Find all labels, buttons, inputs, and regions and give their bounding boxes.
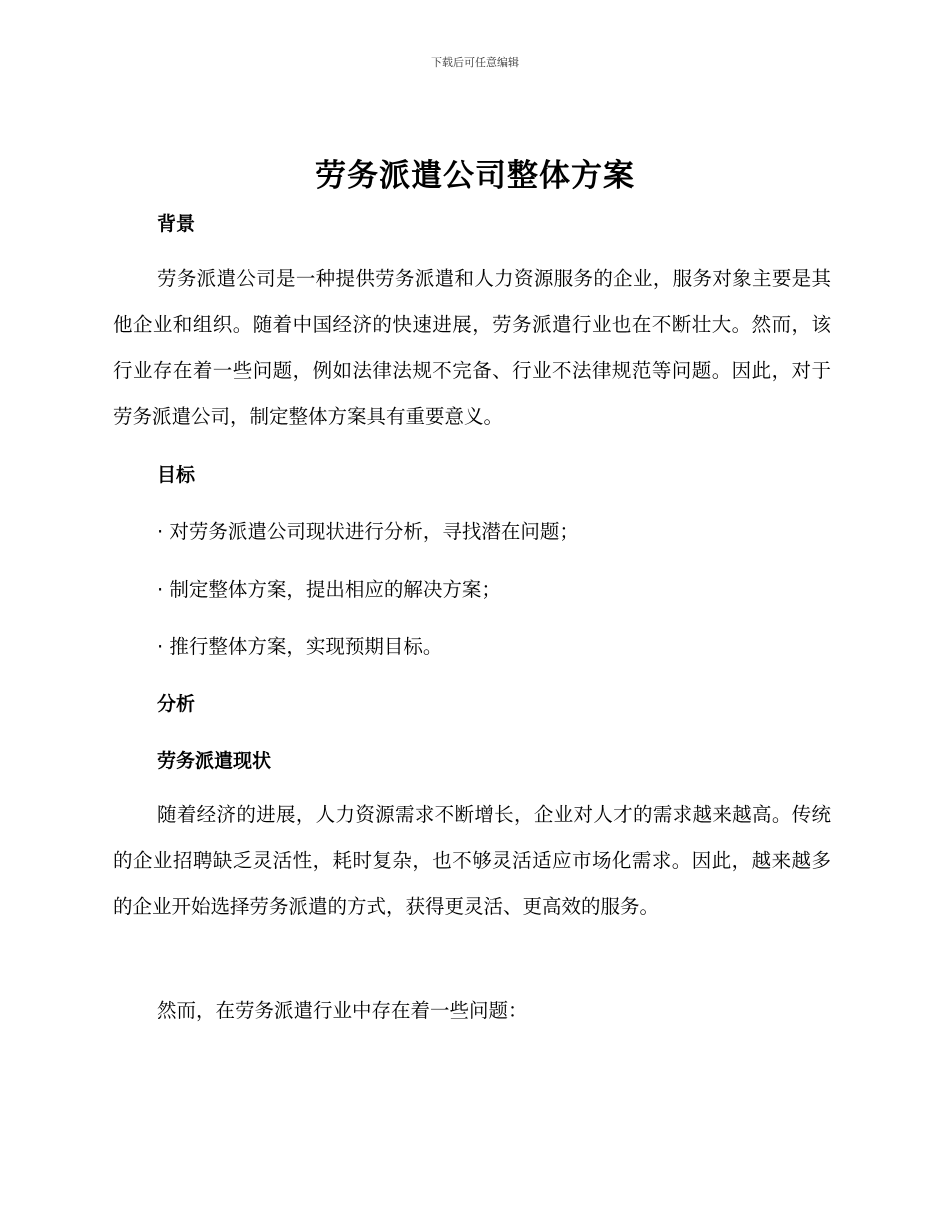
section-heading-goals: 目标	[157, 464, 196, 486]
document-title: 劳务派遣公司整体方案	[315, 158, 635, 194]
subheading-current-status: 劳务派遣现状	[157, 750, 272, 772]
closing-line: 然而，在劳务派遣行业中存在着一些问题：	[157, 999, 528, 1022]
header-note: 下载后可任意编辑	[431, 56, 519, 69]
goal-item: · 对劳务派遣公司现状进行分析，寻找潜在问题；	[157, 520, 579, 543]
section-heading-analysis: 分析	[157, 693, 196, 715]
background-paragraph: 劳务派遣公司是一种提供劳务派遣和人力资源服务的企业，服务对象主要是其他企业和组织。随着中国经济的快速进展，劳务派遣行业也在不断壮大。然而，该行业存在着一些问题，例如法律法规不完备、行业不法律规范等问题。因此，对于劳务派遣公司，制定整体方案具有重要意义。	[113, 267, 831, 428]
section-heading-background: 背景	[157, 213, 196, 235]
goal-item: · 推行整体方案，实现预期目标。	[157, 635, 443, 658]
goal-item: · 制定整体方案，提出相应的解决方案；	[157, 578, 501, 601]
current-status-paragraph: 随着经济的进展，人力资源需求不断增长，企业对人才的需求越来越高。传统的企业招聘缺乏灵活性，耗时复杂，也不够灵活适应市场化需求。因此，越来越多的企业开始选择劳务派遣的方式，获得更灵活、更高效的服务。	[113, 803, 831, 918]
